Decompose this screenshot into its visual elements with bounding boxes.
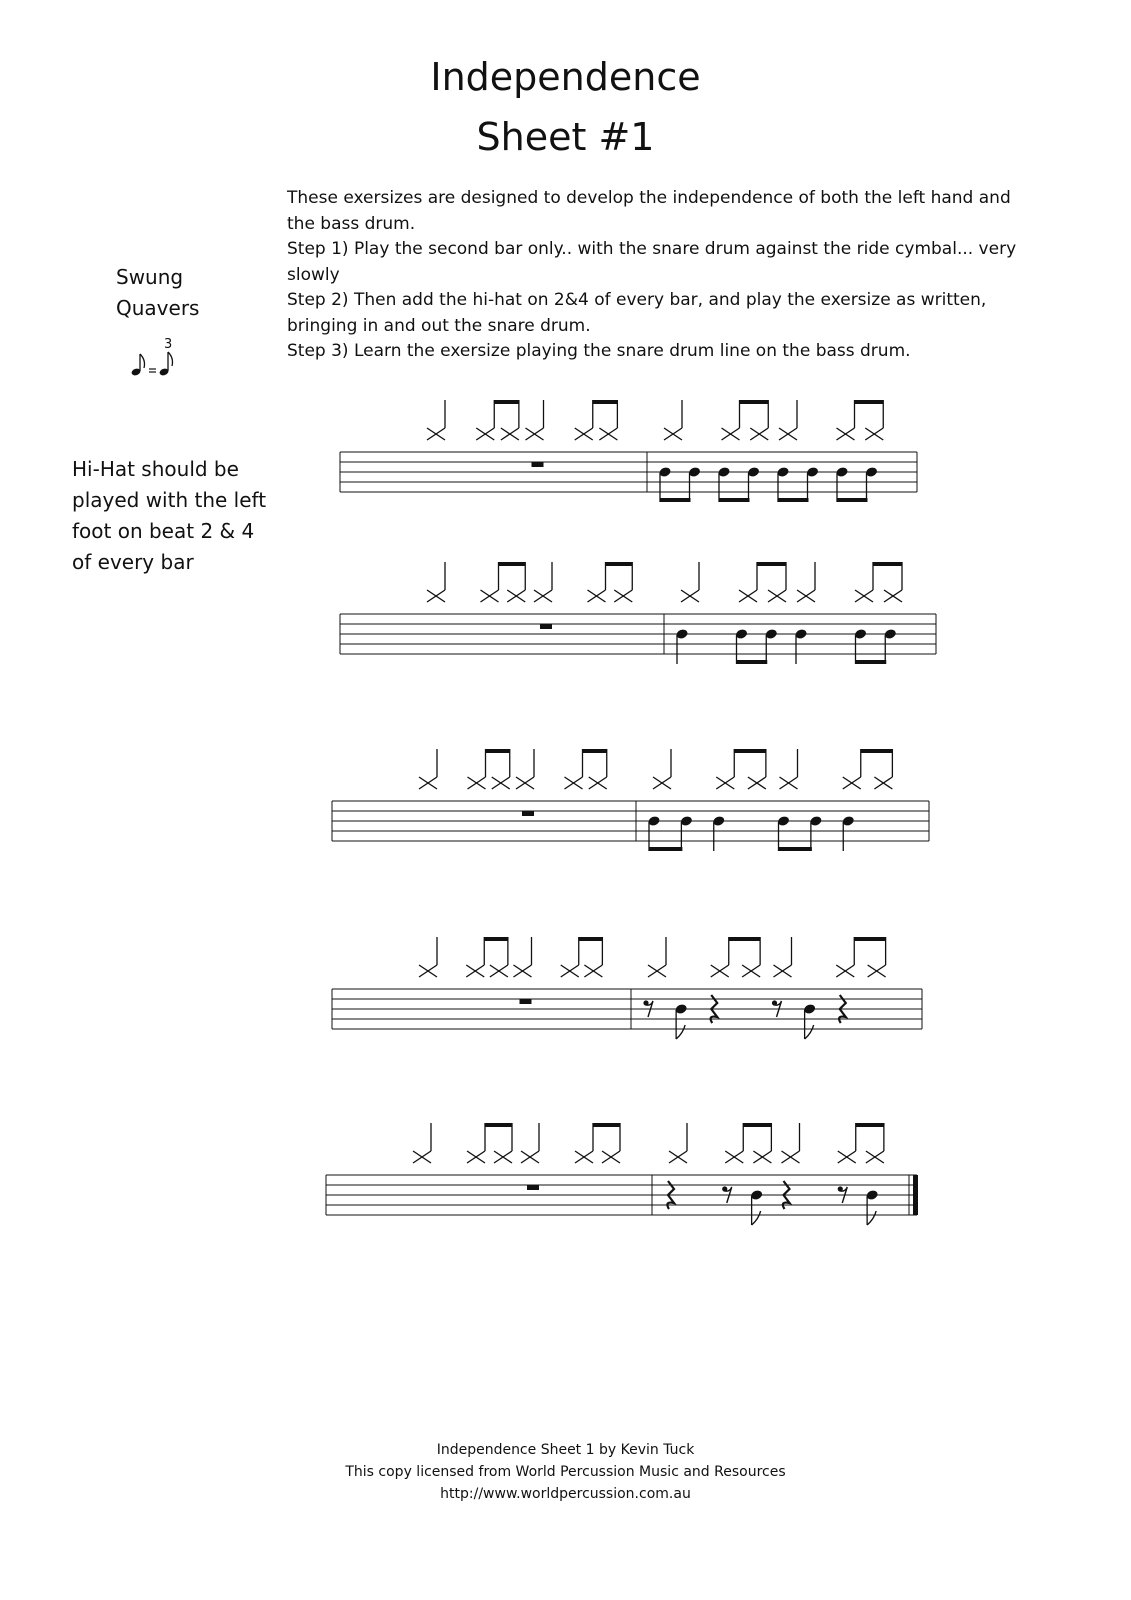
beam [855,400,884,404]
triplet-number: 3 [164,338,173,352]
drum-system [326,1123,918,1225]
beam [837,498,868,502]
final-barline [913,1175,918,1215]
ride-cymbal-note [427,562,445,602]
snare-note [675,628,688,664]
ride-cymbal-note [750,400,768,440]
snare-note [765,628,778,664]
whole-rest [527,1185,539,1190]
whole-rest [522,811,534,816]
ride-cymbal-note [490,937,508,977]
beam [719,498,750,502]
ride-cymbal-note [516,749,534,789]
footer-url: http://www.worldpercussion.com.au [440,1486,691,1502]
ride-cymbal-note [602,1123,620,1163]
page-title: Independence [430,55,701,99]
tempo-label-line2: Quavers [116,296,200,320]
ride-cymbal-note [874,749,892,789]
ride-cymbal-note [774,937,792,977]
ride-cymbal-note [419,749,437,789]
ride-cymbal-note [427,400,445,440]
snare-note [835,466,848,502]
ride-cymbal-note [514,937,532,977]
snare-note [809,815,822,851]
ride-cymbal-note [588,562,606,602]
ride-cymbal-note [716,749,734,789]
beam [484,937,508,941]
beam [485,1123,512,1127]
hihat-note-line2: played with the left [72,488,267,512]
beam [734,749,766,753]
ride-cymbal-note [742,937,760,977]
ride-cymbal-note [868,937,886,977]
beam [593,400,618,404]
beam [737,660,768,664]
beam [729,937,760,941]
ride-cymbal-note [419,937,437,977]
ride-cymbal-note [466,937,484,977]
ride-cymbal-note [838,1123,856,1163]
flag [752,1211,761,1225]
ride-cymbal-note [664,400,682,440]
ride-cymbal-note [836,937,854,977]
flag [805,1025,814,1039]
ride-cymbal-note [492,749,510,789]
beam [757,562,786,566]
ride-cymbal-note [837,400,855,440]
beam [583,749,607,753]
beam [660,498,691,502]
drum-system [332,749,929,851]
beam [740,400,769,404]
ride-cymbal-note [575,400,593,440]
ride-cymbal-note [467,1123,485,1163]
ride-cymbal-note [782,1123,800,1163]
ride-cymbal-note [494,1123,512,1163]
beam [854,937,885,941]
beam [606,562,633,566]
ride-cymbal-note [413,1123,431,1163]
footer-license: This copy licensed from World Percussion Music and Resources [345,1464,786,1480]
whole-rest [532,462,544,467]
hihat-note-line1: Hi-Hat should be [72,457,239,481]
ride-cymbal-note [468,749,486,789]
flag [676,1025,685,1039]
beam [499,562,526,566]
ride-cymbal-note [584,937,602,977]
ride-cymbal-note [614,562,632,602]
ride-cymbal-note [711,937,729,977]
snare-note [680,815,693,851]
beam [778,498,809,502]
footer-credit: Independence Sheet 1 by Kevin Tuck [436,1442,695,1458]
snare-note [884,628,897,664]
ride-cymbal-note [797,562,815,602]
ride-cymbal-note [589,749,607,789]
hihat-note-line3: foot on beat 2 & 4 [72,519,255,543]
ride-cymbal-note [866,1123,884,1163]
ride-cymbal-note [476,400,494,440]
drum-system [332,937,922,1039]
snare-note [735,628,748,664]
snare-note [747,466,760,502]
ride-cymbal-note [753,1123,771,1163]
ride-cymbal-note [780,749,798,789]
ride-cymbal-note [507,562,525,602]
beam [593,1123,620,1127]
ride-cymbal-note [748,749,766,789]
instruction-step-3: Step 3) Learn the exersize playing the snare drum line on the bass drum. [287,341,911,361]
ride-cymbal-note [565,749,583,789]
whole-rest [520,999,532,1004]
beam [856,660,887,664]
ride-cymbal-note [739,562,757,602]
ride-cymbal-note [481,562,499,602]
ride-cymbal-note [501,400,519,440]
instruction-intro: These exersizes are designed to develop the independence of both the left hand and the bass drum. [287,188,1011,234]
beam [856,1123,884,1127]
snare-note [842,815,855,851]
snare-note [647,815,660,851]
beam [579,937,603,941]
snare-note [776,466,789,502]
drum-system [340,562,936,664]
ride-cymbal-note [521,1123,539,1163]
snare-note [794,628,807,664]
instruction-step-2: Step 2) Then add the hi-hat on 2&4 of every bar, and play the exersize as written, bringing in and out the snare drum. [287,290,987,336]
snare-note [806,466,819,502]
ride-cymbal-note [534,562,552,602]
beam [494,400,519,404]
snare-note [865,466,878,502]
snare-note [777,815,790,851]
snare-note [712,815,725,851]
ride-cymbal-note [725,1123,743,1163]
tempo-label-line1: Swung [116,265,184,289]
ride-cymbal-note [599,400,617,440]
ride-cymbal-note [681,562,699,602]
ride-cymbal-note [526,400,544,440]
ride-cymbal-note [722,400,740,440]
ride-cymbal-note [884,562,902,602]
ride-cymbal-note [855,562,873,602]
page-subtitle: Sheet #1 [476,115,655,159]
ride-cymbal-note [669,1123,687,1163]
ride-cymbal-note [575,1123,593,1163]
beam [486,749,510,753]
snare-note [717,466,730,502]
whole-rest [540,624,552,629]
beam [743,1123,771,1127]
instruction-step-1: Step 1) Play the second bar only.. with the snare drum against the ride cymbal... very slowly [287,239,1017,285]
drum-system [340,400,917,502]
flag [867,1211,876,1225]
ride-cymbal-note [843,749,861,789]
hihat-note-line4: of every bar [72,550,194,574]
ride-cymbal-note [768,562,786,602]
beam [779,847,812,851]
beam [861,749,893,753]
beam [649,847,682,851]
ride-cymbal-note [561,937,579,977]
snare-note [658,466,671,502]
beam [873,562,902,566]
ride-cymbal-note [648,937,666,977]
ride-cymbal-note [865,400,883,440]
ride-cymbal-note [653,749,671,789]
snare-note [688,466,701,502]
snare-note [854,628,867,664]
ride-cymbal-note [779,400,797,440]
